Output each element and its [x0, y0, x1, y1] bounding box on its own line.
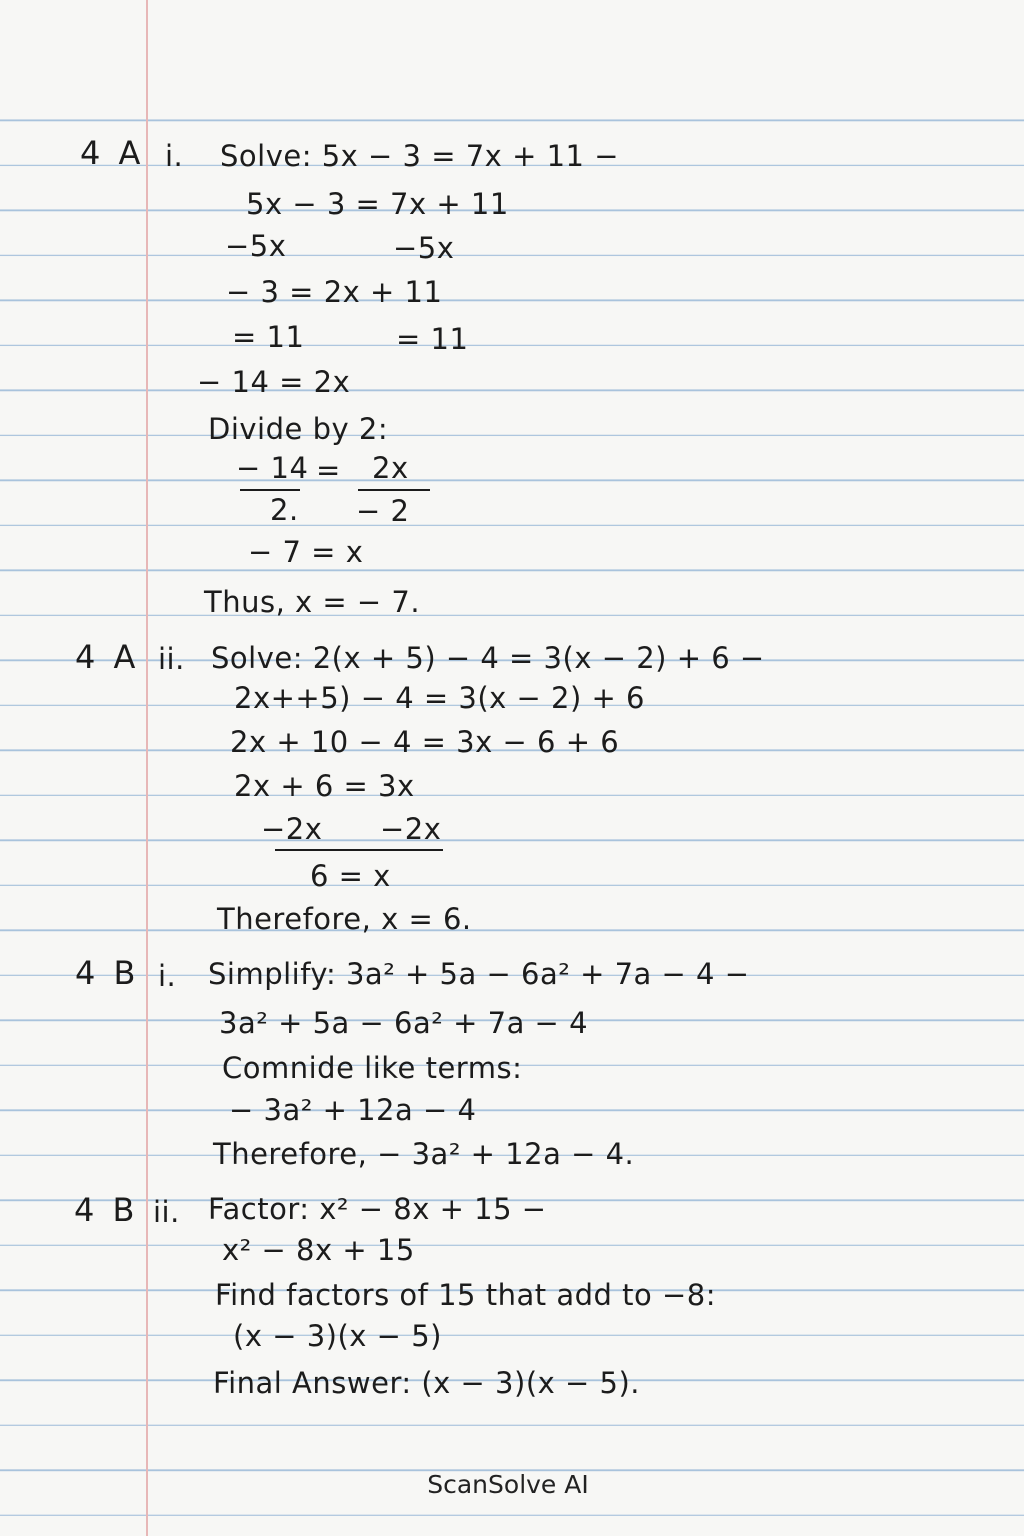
work-line: Find factors of 15 that add to −8:	[215, 1278, 716, 1312]
problem-statement: Solve: 2(x + 5) − 4 = 3(x − 2) + 6 −	[211, 641, 765, 675]
work-line: − 3 = 2x + 11	[226, 275, 443, 309]
work-line: − 7 = x	[248, 535, 364, 569]
margin-line	[146, 0, 148, 1536]
fraction-numerator: − 14	[236, 451, 309, 485]
fraction-bar	[358, 489, 430, 491]
problem-numeral: ii.	[158, 642, 185, 676]
fraction-denominator: − 2	[356, 494, 410, 528]
work-line: (x − 3)(x − 5)	[233, 1319, 442, 1353]
work-line: 3a² + 5a − 6a² + 7a − 4	[219, 1006, 589, 1040]
problem-label: 4 A	[75, 638, 140, 676]
problem-statement: Simplify: 3a² + 5a − 6a² + 7a − 4 −	[208, 957, 750, 991]
fraction-bar	[240, 489, 300, 491]
conclusion: Therefore, x = 6.	[217, 902, 472, 936]
work-line: 2x++5) − 4 = 3(x − 2) + 6	[234, 681, 646, 715]
work-line: −2x	[380, 812, 442, 846]
problem-numeral: i.	[158, 959, 177, 993]
equals-sign: =	[316, 453, 341, 487]
brand-footer: ScanSolve AI	[427, 1470, 589, 1499]
work-line: 2x + 6 = 3x	[234, 769, 415, 803]
work-line: − 3a² + 12a − 4	[229, 1093, 477, 1127]
work-line: x² − 8x + 15	[222, 1233, 415, 1267]
conclusion: Thus, x = − 7.	[204, 585, 421, 619]
problem-statement: Factor: x² − 8x + 15 −	[208, 1192, 547, 1226]
work-line: −5x	[393, 231, 455, 265]
work-line: 2x + 10 − 4 = 3x − 6 + 6	[230, 725, 620, 759]
work-line: = 11	[232, 320, 305, 354]
subtraction-bar	[275, 849, 443, 851]
fraction-denominator: 2.	[270, 493, 299, 527]
problem-label: 4 B	[74, 1191, 139, 1229]
problem-numeral: i.	[165, 139, 184, 173]
work-line: 5x − 3 = 7x + 11	[246, 187, 509, 221]
work-line: Comnide like terms:	[222, 1051, 523, 1085]
problem-label: 4 A	[80, 134, 145, 172]
work-line: −2x	[261, 812, 323, 846]
problem-label: 4 B	[75, 954, 140, 992]
fraction-numerator: 2x	[372, 451, 409, 485]
problem-numeral: ii.	[153, 1195, 180, 1229]
final-answer: Final Answer: (x − 3)(x − 5).	[213, 1366, 641, 1400]
work-line: −5x	[225, 229, 287, 263]
conclusion: Therefore, − 3a² + 12a − 4.	[213, 1137, 635, 1171]
work-line: = 11	[396, 322, 469, 356]
work-line: − 14 = 2x	[197, 365, 351, 399]
work-line: Divide by 2:	[208, 412, 389, 446]
work-line: 6 = x	[310, 859, 391, 893]
problem-statement: Solve: 5x − 3 = 7x + 11 −	[220, 139, 620, 173]
